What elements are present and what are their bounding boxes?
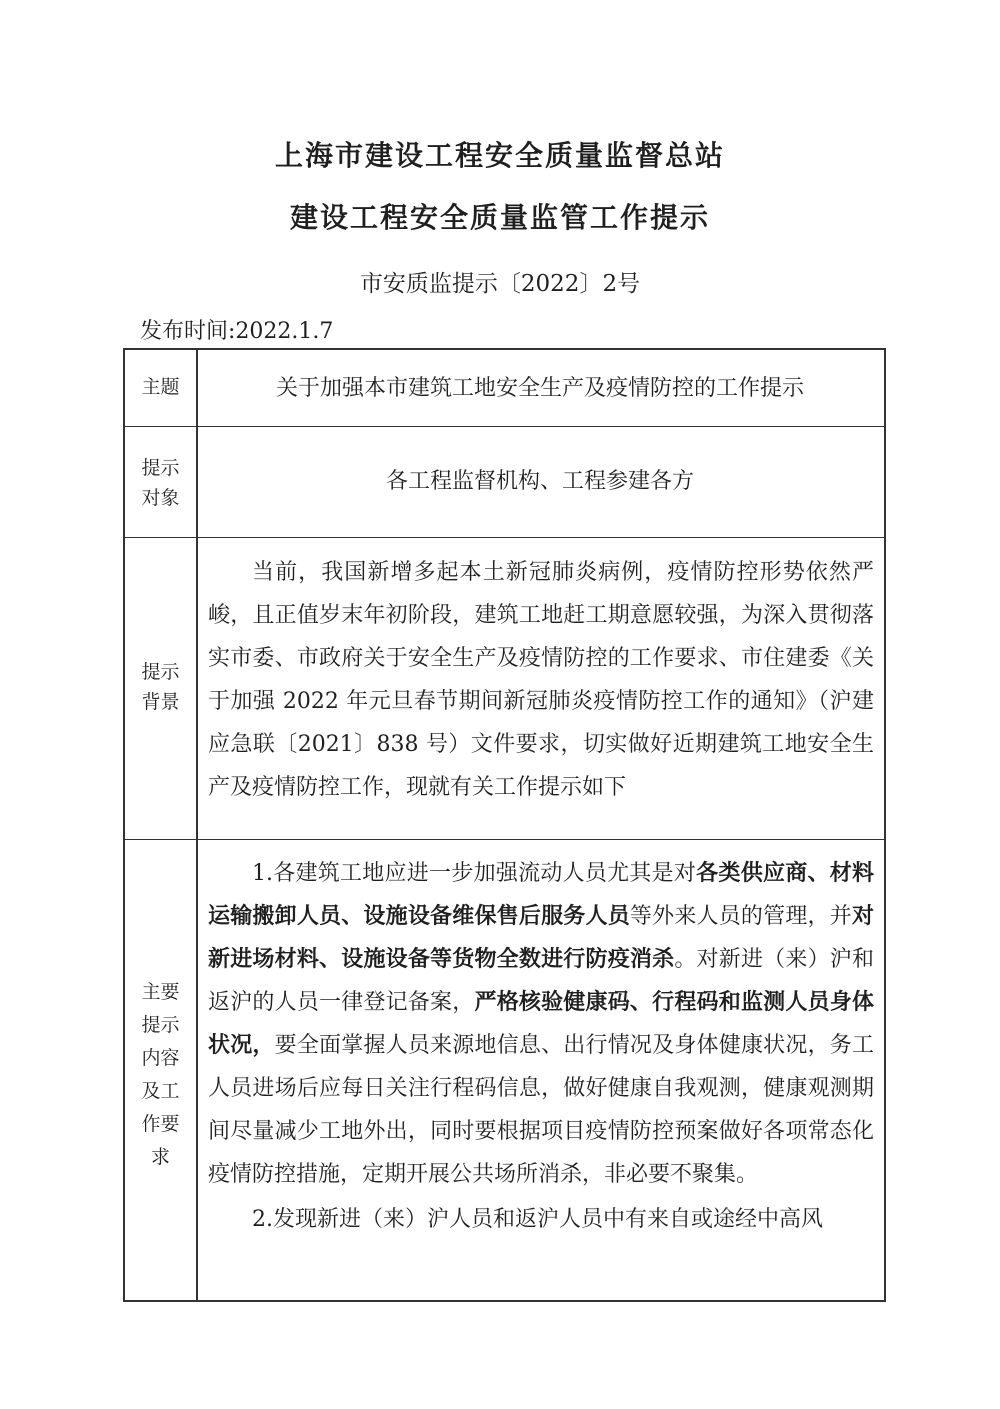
target-row	[125, 427, 884, 538]
main-content-label: 主要 提示 内容 及工 作要 求	[141, 981, 180, 1168]
release-time: 发布时间:2022.1.7	[140, 319, 334, 344]
notice-table	[123, 348, 886, 1302]
target-label: 提示 对象	[141, 457, 180, 509]
item-1-paragraph: 1.各建筑工地应进一步加强流动人员尤其是对各类供应商、材料运输搬卸人员、设施设备维保售后服务人员等外来人员的管理，并对新进场材料、设施设备等货物全数进行防疫消杀。对新进（来）沪和返沪的人员一律登记备案，严格核验健康码、行程码和监测人员身体状况，要全面掌握人员来源地信息、出行情况及身体健康状况，务工人员进场后应每日关注行程码信息，做好健康自我观测，健康观测期间尽量减少工地外出，同时要根据项目疫情防控预案做好各项常态化疫情防控措施，定期开展公共场所消杀，非必要不聚集。	[208, 861, 874, 1187]
subject-row	[125, 350, 884, 427]
subject-label: 主题	[141, 376, 180, 398]
subject-value: 关于加强本市建筑工地安全生产及疫情防控的工作提示	[275, 376, 804, 401]
main-content-row	[125, 840, 884, 1300]
background-label: 提示 背景	[141, 661, 180, 713]
target-value: 各工程监督机构、工程参建各方	[385, 469, 694, 494]
item-2-paragraph: 2.发现新进（来）沪人员和返沪人员中有来自或途经中高风	[252, 1207, 823, 1232]
background-text: 当前，我国新增多起本土新冠肺炎病例，疫情防控形势依然严峻，且正值岁末年初阶段，建筑工地赶工期意愿较强，为深入贯彻落实市委、市政府关于安全生产及疫情防控的工作要求、市住建委《关于加强 2022 年元旦春节期间新冠肺炎疫情防控工作的通知》（沪建应急联〔2021〕838 号）文件要求，切实做好近期建筑工地安全生产及疫情防控工作，现就有关工作提示如下	[208, 560, 874, 800]
main-content-text	[198, 852, 882, 1241]
document-number: 市安质监提示〔2022〕2号	[359, 271, 641, 297]
document-subtitle: 建设工程安全质量监管工作提示	[289, 201, 710, 234]
background-row	[125, 538, 884, 840]
document-title: 上海市建设工程安全质量监督总站	[274, 139, 725, 172]
